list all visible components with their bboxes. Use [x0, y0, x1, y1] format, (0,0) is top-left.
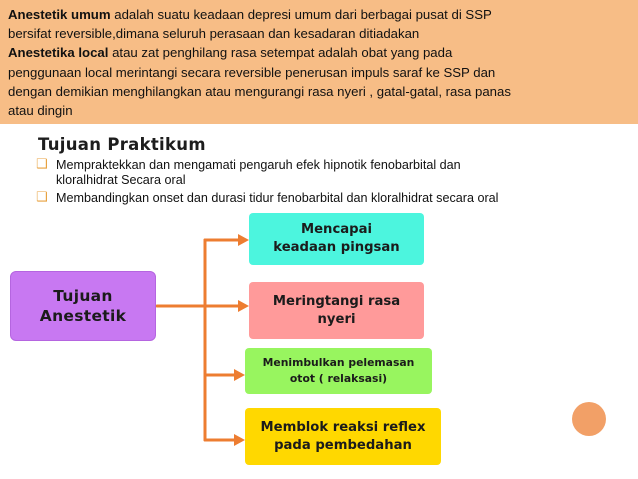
definition-line-5: dengan demikian menghilangkan atau mengurangi rasa nyeri , gatal-gatal, rasa panas	[8, 83, 511, 99]
objective-text: Membandingkan onset dan durasi tidur fenobarbital dan kloralhidrat secara oral	[56, 191, 499, 205]
bullet-square-icon: ❑	[36, 190, 48, 205]
definition-line-3	[8, 43, 630, 62]
section-title: Tujuan Praktikum	[38, 135, 206, 154]
definition-line-2: bersifat reversible,dimana seluruh perasaan dan kesadaran ditiadakan	[8, 26, 420, 42]
root-node	[10, 271, 156, 341]
goal-node-1	[249, 213, 424, 265]
arrowhead-3	[234, 369, 245, 381]
goal-node-4	[245, 408, 441, 465]
term-anestetika-local: Anestetika local	[8, 45, 109, 61]
term-anestetik-umum: Anestetik umum	[8, 7, 111, 22]
definitions-box	[0, 0, 638, 124]
goal-node-label: Memblok reaksi reflex pada pembedahan	[260, 419, 426, 453]
definition-text-3: atau zat penghilang rasa setempat adalah obat yang pada	[108, 45, 453, 61]
root-node-label: Tujuan Anestetik	[39, 287, 127, 325]
arrowhead-2	[238, 300, 249, 312]
bullet-square-icon: ❑	[36, 157, 48, 172]
goal-node-label: Mencapai keadaan pingsan	[273, 222, 400, 255]
definition-text-1: adalah suatu keadaan depresi umum dari berbagai pusat di SSP	[110, 7, 492, 22]
definition-line-1	[8, 5, 630, 24]
arrowhead-4	[234, 434, 245, 446]
objective-text: Mempraktekkan dan mengamati pengaruh efek hipnotik fenobarbital dan kloralhidrat Secara oral	[56, 158, 461, 187]
goal-node-label: Meringtangi rasa nyeri	[272, 293, 401, 327]
goal-node-label: Menimbulkan pelemasan otot ( relaksasi)	[262, 356, 415, 385]
objective-item	[36, 158, 596, 187]
decorative-circle	[572, 402, 606, 436]
goal-node-2	[249, 282, 424, 339]
objective-item	[36, 191, 596, 206]
goal-node-3	[245, 348, 432, 394]
arrowhead-1	[238, 234, 249, 246]
definition-line-4: penggunaan local merintangi secara reversible penerusan impuls saraf ke SSP dan	[8, 64, 496, 80]
objective-list	[36, 158, 596, 210]
definition-line-6: atau dingin	[8, 103, 73, 119]
